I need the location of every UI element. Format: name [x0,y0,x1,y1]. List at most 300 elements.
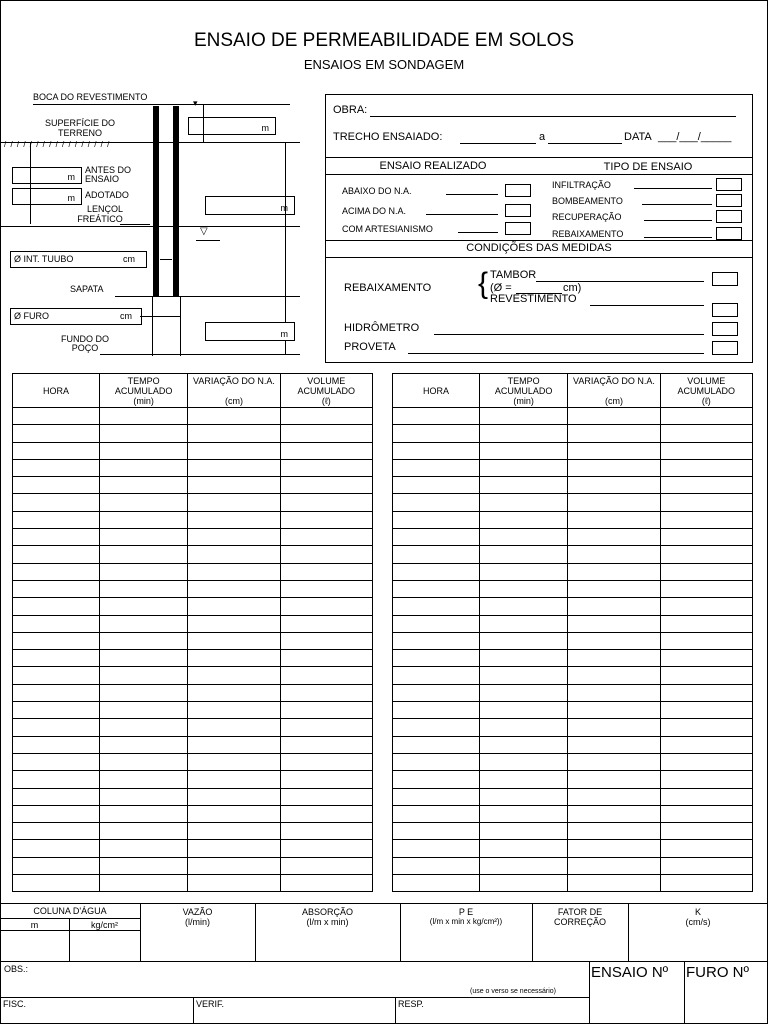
cell-volume[interactable] [660,477,752,494]
cell-tempo[interactable] [99,598,187,615]
cell-tempo[interactable] [479,529,567,546]
unit-int-tubo: cm [123,254,135,264]
label-tambor: TAMBOR [490,269,537,281]
cell-volume[interactable] [660,667,752,684]
cell-variacao[interactable] [188,546,280,563]
cell-volume[interactable] [280,615,372,632]
cell-variacao[interactable] [568,529,660,546]
cell-volume[interactable] [280,840,372,857]
cell-variacao[interactable] [188,788,280,805]
cell-volume[interactable] [280,702,372,719]
cell-volume[interactable] [280,736,372,753]
cell-hora[interactable] [393,736,480,753]
cell-hora[interactable] [393,875,480,892]
cell-tempo[interactable] [479,736,567,753]
label-resp: RESP. [398,999,424,1009]
cell-variacao[interactable] [188,805,280,822]
cell-variacao[interactable] [568,771,660,788]
cell-hora[interactable] [13,702,100,719]
label-verif: VERIF. [196,999,225,1009]
cell-volume[interactable] [280,823,372,840]
cell-volume[interactable] [660,442,752,459]
label-fisc: FISC. [3,999,27,1009]
cell-volume[interactable] [660,529,752,546]
label-proveta: PROVETA [344,341,396,353]
cell-volume[interactable] [660,736,752,753]
cell-tempo[interactable] [479,788,567,805]
cell-tempo[interactable] [99,771,187,788]
cell-volume[interactable] [280,408,372,425]
col-tempo: TEMPO ACUMULADO (min) [479,374,567,408]
cell-tempo[interactable] [99,875,187,892]
cell-variacao[interactable] [568,442,660,459]
cell-variacao[interactable] [188,459,280,476]
cell-variacao[interactable] [568,425,660,442]
cell-variacao[interactable] [188,684,280,701]
header-fator-1: FATOR DE [557,907,603,917]
cell-hora[interactable] [393,408,480,425]
cell-tempo[interactable] [479,667,567,684]
cell-volume[interactable] [660,702,752,719]
trecho-from-line[interactable] [460,143,536,144]
cell-volume[interactable] [280,511,372,528]
cell-hora[interactable] [393,650,480,667]
cell-tempo[interactable] [99,684,187,701]
cell-volume[interactable] [280,529,372,546]
cell-variacao[interactable] [568,615,660,632]
cell-variacao[interactable] [188,702,280,719]
cell-tempo[interactable] [479,875,567,892]
cell-tempo[interactable] [479,702,567,719]
table-row [393,736,753,753]
cell-tempo[interactable] [99,840,187,857]
fundo-line [100,354,300,355]
table-row [13,546,373,563]
trecho-to-line[interactable] [548,143,622,144]
cell-variacao[interactable] [568,875,660,892]
cell-variacao[interactable] [568,477,660,494]
table-row [393,632,753,649]
col-tempo: TEMPO ACUMULADO (min) [99,374,187,408]
cell-variacao[interactable] [568,580,660,597]
cell-tempo[interactable] [99,667,187,684]
label-antes-ensaio-2: ENSAIO [85,174,120,184]
checkbox-revestimento[interactable] [712,303,738,317]
table-row [13,753,373,770]
cell-variacao[interactable] [188,425,280,442]
cell-variacao[interactable] [188,615,280,632]
table-row [13,442,373,459]
cell-volume[interactable] [660,511,752,528]
cell-hora[interactable] [13,459,100,476]
table-row [13,408,373,425]
table-row [13,667,373,684]
cell-tempo[interactable] [99,442,187,459]
cell-variacao[interactable] [568,719,660,736]
cell-tempo[interactable] [99,857,187,874]
cell-variacao[interactable] [568,805,660,822]
cell-volume[interactable] [280,598,372,615]
cell-tempo[interactable] [479,615,567,632]
cell-hora[interactable] [13,529,100,546]
cell-volume[interactable] [660,494,752,511]
cell-variacao[interactable] [568,788,660,805]
cell-variacao[interactable] [188,511,280,528]
cell-volume[interactable] [280,546,372,563]
label-lencol-1: LENÇOL [86,204,123,214]
cell-variacao[interactable] [568,667,660,684]
cell-volume[interactable] [280,477,372,494]
ground-hatch: / / / / / / / / / / / / / / / / / [4,140,111,149]
table-row [393,771,753,788]
cell-tempo[interactable] [479,771,567,788]
cell-volume[interactable] [660,580,752,597]
cell-volume[interactable] [280,563,372,580]
cell-volume[interactable] [280,442,372,459]
cell-variacao[interactable] [568,546,660,563]
cell-tempo[interactable] [99,459,187,476]
brace-icon: { [478,267,489,300]
cell-tempo[interactable] [479,719,567,736]
cell-variacao[interactable] [188,875,280,892]
cell-hora[interactable] [13,477,100,494]
cell-hora[interactable] [13,788,100,805]
label-lencol-2: FREÁTICO [77,214,123,224]
cell-volume[interactable] [280,459,372,476]
cell-volume[interactable] [280,719,372,736]
cell-variacao[interactable] [188,632,280,649]
cell-variacao[interactable] [568,684,660,701]
cell-volume[interactable] [660,408,752,425]
cell-tempo[interactable] [479,408,567,425]
checkbox-proveta[interactable] [712,341,738,355]
header-pe: P E [458,907,474,917]
checkbox-infiltracao[interactable] [716,178,742,191]
cell-tempo[interactable] [99,511,187,528]
cell-volume[interactable] [660,753,752,770]
cell-variacao[interactable] [188,753,280,770]
label-fundo-2: POÇO [71,343,99,353]
cell-tempo[interactable] [99,719,187,736]
cell-hora[interactable] [393,459,480,476]
cell-hora[interactable] [393,529,480,546]
cell-volume[interactable] [660,684,752,701]
cell-hora[interactable] [393,805,480,822]
cell-variacao[interactable] [188,442,280,459]
cell-tempo[interactable] [479,477,567,494]
cell-hora[interactable] [393,823,480,840]
cell-volume[interactable] [660,425,752,442]
cell-variacao[interactable] [568,459,660,476]
cell-hora[interactable] [393,771,480,788]
cell-tempo[interactable] [479,425,567,442]
cell-hora[interactable] [13,632,100,649]
cell-hora[interactable] [13,875,100,892]
cell-volume[interactable] [660,598,752,615]
cell-variacao[interactable] [188,408,280,425]
cell-volume[interactable] [280,632,372,649]
cell-hora[interactable] [13,442,100,459]
cell-tempo[interactable] [99,477,187,494]
cell-hora[interactable] [393,425,480,442]
cell-variacao[interactable] [188,580,280,597]
cell-hora[interactable] [393,598,480,615]
checkbox-recuperacao[interactable] [716,210,742,223]
cell-variacao[interactable] [568,736,660,753]
table-row [393,546,753,563]
cell-volume[interactable] [660,546,752,563]
cell-volume[interactable] [660,615,752,632]
cell-tempo[interactable] [99,425,187,442]
cell-volume[interactable] [280,805,372,822]
cell-tempo[interactable] [99,823,187,840]
cell-volume[interactable] [280,425,372,442]
cell-volume[interactable] [660,563,752,580]
cell-variacao[interactable] [188,529,280,546]
cell-hora[interactable] [13,823,100,840]
cell-hora[interactable] [393,840,480,857]
field-boca-height[interactable]: m [188,117,276,135]
cell-volume[interactable] [660,840,752,857]
cell-variacao[interactable] [568,632,660,649]
cell-variacao[interactable] [188,650,280,667]
cell-variacao[interactable] [568,650,660,667]
cell-hora[interactable] [393,494,480,511]
cell-variacao[interactable] [568,857,660,874]
cell-tempo[interactable] [479,494,567,511]
cell-variacao[interactable] [188,719,280,736]
label-phi-unit: cm) [563,282,582,294]
checkbox-bombeamento[interactable] [716,194,742,207]
table-row [13,425,373,442]
cell-hora[interactable] [393,580,480,597]
cell-hora[interactable] [393,857,480,874]
label-antes-ensaio-1: ANTES DO [85,165,132,175]
col-hora: HORA [393,374,480,408]
cell-tempo[interactable] [99,494,187,511]
cell-tempo[interactable] [99,408,187,425]
cell-hora[interactable] [393,719,480,736]
cell-volume[interactable] [660,719,752,736]
cell-hora[interactable] [393,632,480,649]
table-row [393,598,753,615]
cell-hora[interactable] [13,684,100,701]
cell-hora[interactable] [13,425,100,442]
cell-variacao[interactable] [188,771,280,788]
cell-hora[interactable] [393,615,480,632]
cell-tempo[interactable] [479,823,567,840]
field-na-depth[interactable]: m [205,196,295,215]
cell-volume[interactable] [660,459,752,476]
cell-hora[interactable] [393,753,480,770]
cell-hora[interactable] [393,477,480,494]
cell-volume[interactable] [660,788,752,805]
table-row [393,840,753,857]
cell-hora[interactable] [13,580,100,597]
cell-tempo[interactable] [479,580,567,597]
cell-hora[interactable] [13,736,100,753]
cell-hora[interactable] [13,650,100,667]
cell-tempo[interactable] [479,840,567,857]
table-row [13,805,373,822]
cell-volume[interactable] [280,788,372,805]
cell-volume[interactable] [280,684,372,701]
table-row [13,615,373,632]
table-row [393,684,753,701]
header-absorcao: ABSORÇÃO [301,907,353,917]
cell-volume[interactable] [280,857,372,874]
cell-tempo[interactable] [479,546,567,563]
cell-tempo[interactable] [479,857,567,874]
cell-tempo[interactable] [479,753,567,770]
cell-volume[interactable] [660,771,752,788]
cell-hora[interactable] [13,615,100,632]
cell-variacao[interactable] [188,736,280,753]
unit-kgcm2: kg/cm² [91,920,118,930]
cell-volume[interactable] [280,494,372,511]
col-volume: VOLUME ACUMULADO (ℓ) [280,374,372,408]
label-boca-revestimento: BOCA DO REVESTIMENTO [33,92,148,102]
cell-volume[interactable] [280,580,372,597]
cell-tempo[interactable] [99,546,187,563]
cell-volume[interactable] [660,650,752,667]
unit-absorcao: (l/m x min) [306,917,349,927]
cell-hora[interactable] [13,563,100,580]
cell-tempo[interactable] [99,702,187,719]
cell-variacao[interactable] [188,598,280,615]
cell-hora[interactable] [13,771,100,788]
field-fundo-depth[interactable]: m [205,322,295,341]
cell-tempo[interactable] [479,598,567,615]
cell-tempo[interactable] [99,529,187,546]
cell-tempo[interactable] [479,563,567,580]
cell-hora[interactable] [393,546,480,563]
cell-volume[interactable] [280,753,372,770]
cell-hora[interactable] [13,511,100,528]
cell-tempo[interactable] [479,650,567,667]
cell-variacao[interactable] [188,477,280,494]
cell-hora[interactable] [13,408,100,425]
cell-tempo[interactable] [99,632,187,649]
cell-tempo[interactable] [479,442,567,459]
unit-vazao: (l/min) [185,917,210,927]
table-row [393,529,753,546]
cell-variacao[interactable] [568,494,660,511]
cell-hora[interactable] [393,684,480,701]
casing-right [173,106,179,296]
note-verso: (use o verso se necessário) [470,988,556,995]
page-title: ENSAIO DE PERMEABILIDADE EM SOLOS [193,30,575,51]
checkbox-rebaixamento[interactable] [716,227,742,240]
option-recuperacao: RECUPERAÇÃO [552,212,622,222]
checkbox-tambor[interactable] [712,272,738,286]
cell-variacao[interactable] [188,840,280,857]
cell-variacao[interactable] [568,753,660,770]
cell-variacao[interactable] [568,598,660,615]
cell-variacao[interactable] [568,408,660,425]
cell-volume[interactable] [660,805,752,822]
col-volume: VOLUME ACUMULADO (ℓ) [660,374,752,408]
cell-hora[interactable] [393,442,480,459]
checkbox-acima-na[interactable] [505,204,531,217]
cell-hora[interactable] [13,546,100,563]
cell-hora[interactable] [13,753,100,770]
cell-tempo[interactable] [479,684,567,701]
cell-tempo[interactable] [479,805,567,822]
cell-variacao[interactable] [188,667,280,684]
cell-variacao[interactable] [188,823,280,840]
cell-variacao[interactable] [568,563,660,580]
cell-hora[interactable] [13,719,100,736]
cell-hora[interactable] [393,511,480,528]
cell-tempo[interactable] [99,650,187,667]
table-row [13,788,373,805]
label-rebaixamento: REBAIXAMENTO [344,282,432,294]
cell-tempo[interactable] [479,511,567,528]
date-slashes[interactable]: ___/___/_____ [658,131,732,143]
table-row [393,702,753,719]
cell-volume[interactable] [660,875,752,892]
cell-variacao[interactable] [568,702,660,719]
cell-tempo[interactable] [99,805,187,822]
cell-hora[interactable] [393,563,480,580]
field-adotado[interactable]: m [12,188,82,205]
cell-hora[interactable] [393,667,480,684]
cell-volume[interactable] [280,650,372,667]
cell-volume[interactable] [660,857,752,874]
cell-hora[interactable] [13,494,100,511]
cell-volume[interactable] [280,875,372,892]
cell-volume[interactable] [660,823,752,840]
cell-volume[interactable] [280,667,372,684]
readings-table-right [392,373,753,892]
cell-tempo[interactable] [99,615,187,632]
cell-tempo[interactable] [99,753,187,770]
cell-hora[interactable] [13,667,100,684]
cell-variacao[interactable] [188,857,280,874]
cell-hora[interactable] [13,857,100,874]
cell-hora[interactable] [393,788,480,805]
checkbox-hidrometro[interactable] [712,322,738,336]
table-row [13,875,373,892]
cell-tempo[interactable] [99,788,187,805]
cell-variacao[interactable] [568,511,660,528]
label-obra: OBRA: [333,104,368,116]
cell-volume[interactable] [660,632,752,649]
checkbox-artesianismo[interactable] [505,222,531,235]
cell-hora[interactable] [13,598,100,615]
cell-tempo[interactable] [99,563,187,580]
cell-tempo[interactable] [99,736,187,753]
table-row [393,477,753,494]
cell-hora[interactable] [13,805,100,822]
cell-variacao[interactable] [568,840,660,857]
field-antes-ensaio[interactable]: m [12,167,82,184]
obra-input-line[interactable] [370,116,736,117]
checkbox-abaixo-na[interactable] [505,184,531,197]
cell-hora[interactable] [393,702,480,719]
cell-tempo[interactable] [479,459,567,476]
cell-tempo[interactable] [479,632,567,649]
cell-volume[interactable] [280,771,372,788]
option-abaixo-na: ABAIXO DO N.A. [342,186,412,196]
table-row [393,805,753,822]
cell-hora[interactable] [13,840,100,857]
cell-variacao[interactable] [188,563,280,580]
cell-variacao[interactable] [188,494,280,511]
cell-tempo[interactable] [99,580,187,597]
cell-variacao[interactable] [568,823,660,840]
